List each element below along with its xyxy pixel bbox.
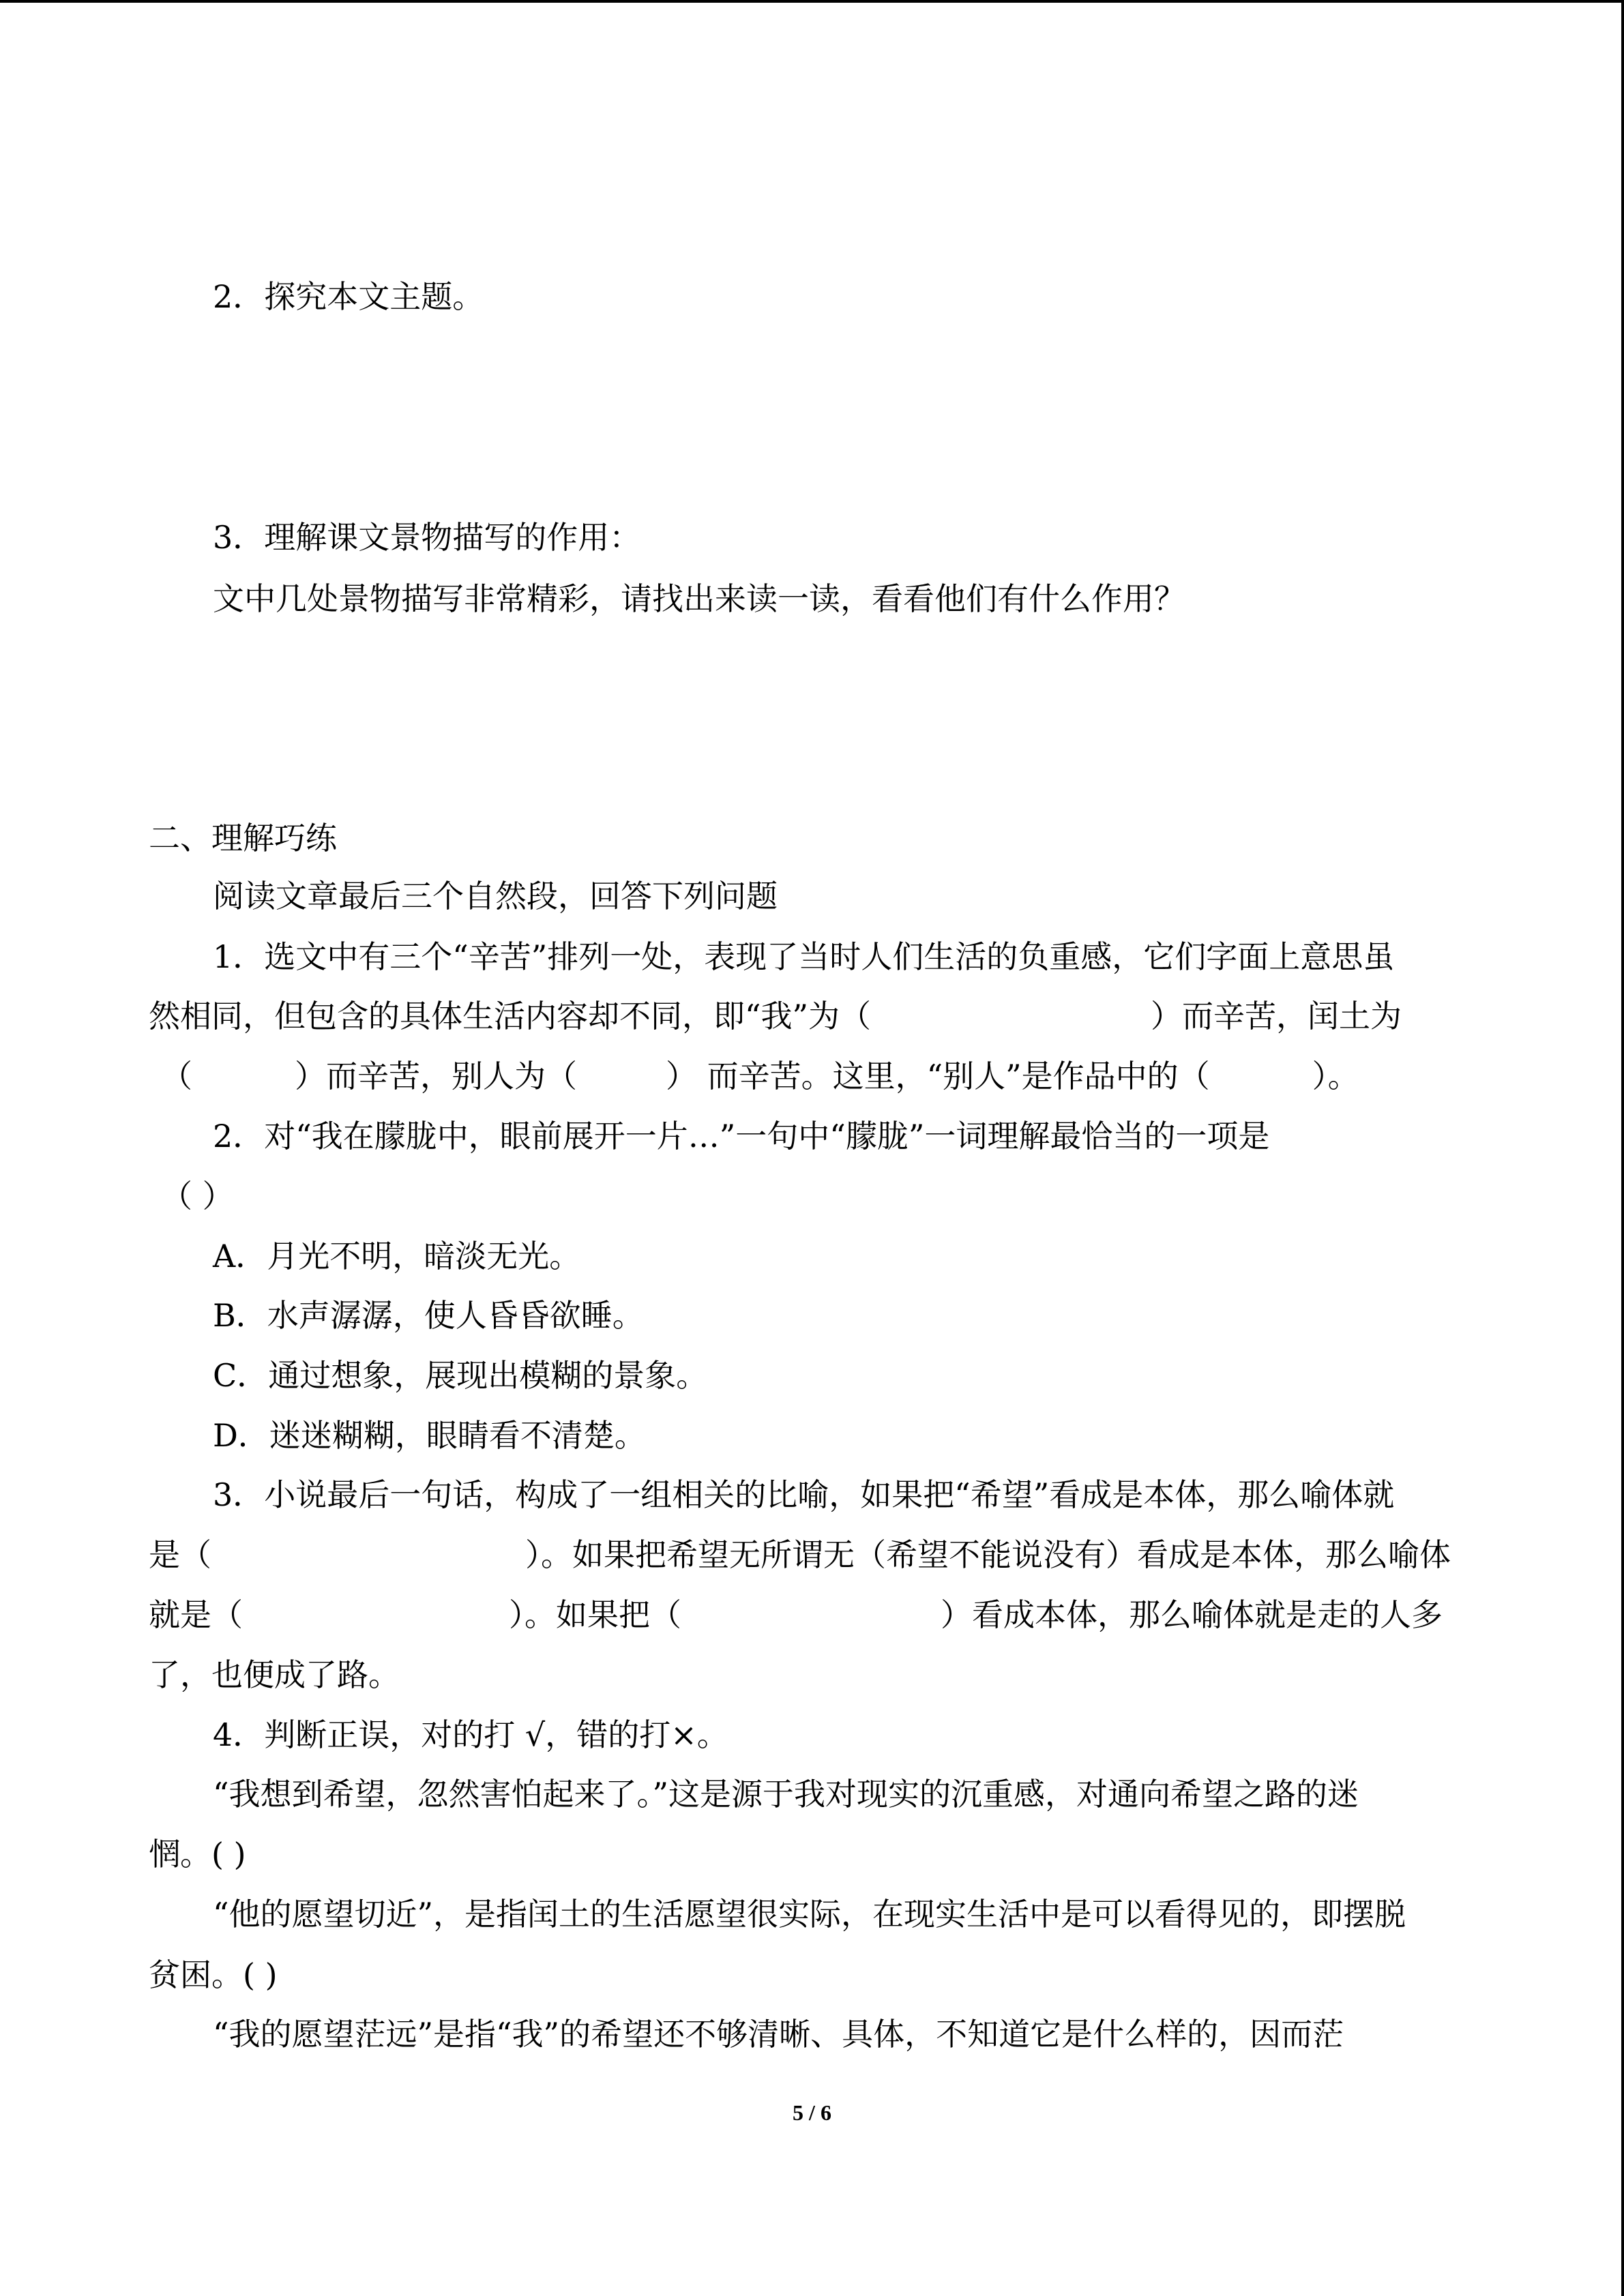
q3-line-4: 了，也便成了路。 bbox=[149, 1656, 400, 1693]
q1-line-2-a: 然相同，但包含的具体生活内容却不同，即“我”为（ bbox=[149, 998, 872, 1034]
q3-line-3 bbox=[149, 1594, 1443, 1635]
q3-line-2-b: ）。如果把希望无所谓无（希望不能说没有）看成是本体，那么喻体 bbox=[525, 1536, 1451, 1573]
question-3-text: 文中几处景物描写非常精彩，请找出来读一读，看看他们有什么作用？ bbox=[213, 580, 1185, 617]
reading-intro: 阅读文章最后三个自然段，回答下列问题 bbox=[213, 878, 778, 914]
q3-line-3-a: 就是（ bbox=[149, 1596, 243, 1633]
q4-statement-2-line-1: “他的愿望切近”，是指闰土的生活愿望很实际，在现实生活中是可以看得见的，即摆脱 bbox=[213, 1896, 1406, 1933]
q3-line-2-a: 是（ bbox=[149, 1536, 211, 1573]
q1-line-3 bbox=[161, 1056, 1359, 1097]
q1-line-2 bbox=[149, 996, 1402, 1037]
q1-line-3-c: ） 而辛苦。这里，“别人”是作品中的（ bbox=[666, 1058, 1210, 1094]
q3-line-3-c: ）看成本体，那么喻体就是走的人多 bbox=[941, 1596, 1443, 1633]
page-number: 5 / 6 bbox=[793, 2100, 831, 2125]
section-heading: 二、理解巧练 bbox=[149, 820, 337, 856]
option-d: D．迷迷糊糊，眼睛看不清楚。 bbox=[213, 1417, 646, 1454]
q4-statement-2-line-2[interactable]: 贫困。( ) bbox=[149, 1956, 278, 1993]
q2-line-1: 2．对“我在朦胧中，眼前展开一片…”一句中“朦胧”一词理解最恰当的一项是 bbox=[213, 1118, 1270, 1154]
option-c: C．通过想象，展现出模糊的景象。 bbox=[213, 1357, 708, 1394]
q4-statement-1-line-2[interactable]: 惘。( ) bbox=[149, 1836, 246, 1873]
q1-line-1: 1．选文中有三个“辛苦”排列一处，表现了当时人们生活的负重感，它们字面上意思虽 bbox=[213, 938, 1395, 975]
q4-statement-1-line-1: “我想到希望，忽然害怕起来了。”这是源于我对现实的沉重感，对通向希望之路的迷 bbox=[213, 1776, 1359, 1813]
q3-line-1: 3．小说最后一句话，构成了一组相关的比喻，如果把“希望”看成是本体，那么喻体就 bbox=[213, 1476, 1395, 1513]
q3-line-3-b: ）。如果把（ bbox=[509, 1596, 681, 1633]
page-border-top bbox=[0, 0, 1624, 3]
q1-line-3-b: ）而辛苦，别人为（ bbox=[295, 1058, 577, 1094]
question-2-explore-theme: 2．探究本文主题。 bbox=[213, 278, 484, 315]
question-3-title: 3．理解课文景物描写的作用： bbox=[213, 519, 641, 556]
q1-line-3-a: （ bbox=[161, 1058, 192, 1094]
option-b: B．水声潺潺，使人昏昏欲睡。 bbox=[213, 1297, 644, 1334]
option-a: A．月光不明，暗淡无光。 bbox=[213, 1238, 581, 1274]
q1-line-2-b: ）而辛苦，闰土为 bbox=[1151, 998, 1402, 1034]
q2-answer-paren[interactable]: （ ） bbox=[161, 1178, 234, 1214]
q3-line-2 bbox=[149, 1534, 1451, 1575]
q4-statement-3-line-1: “我的愿望茫远”是指“我”的希望还不够清晰、具体，不知道它是什么样的，因而茫 bbox=[213, 2016, 1344, 2053]
q1-line-3-d: ）。 bbox=[1312, 1058, 1359, 1094]
page-border-right bbox=[1621, 0, 1624, 2296]
q4-title: 4．判断正误，对的打 √，错的打×。 bbox=[213, 1716, 728, 1753]
